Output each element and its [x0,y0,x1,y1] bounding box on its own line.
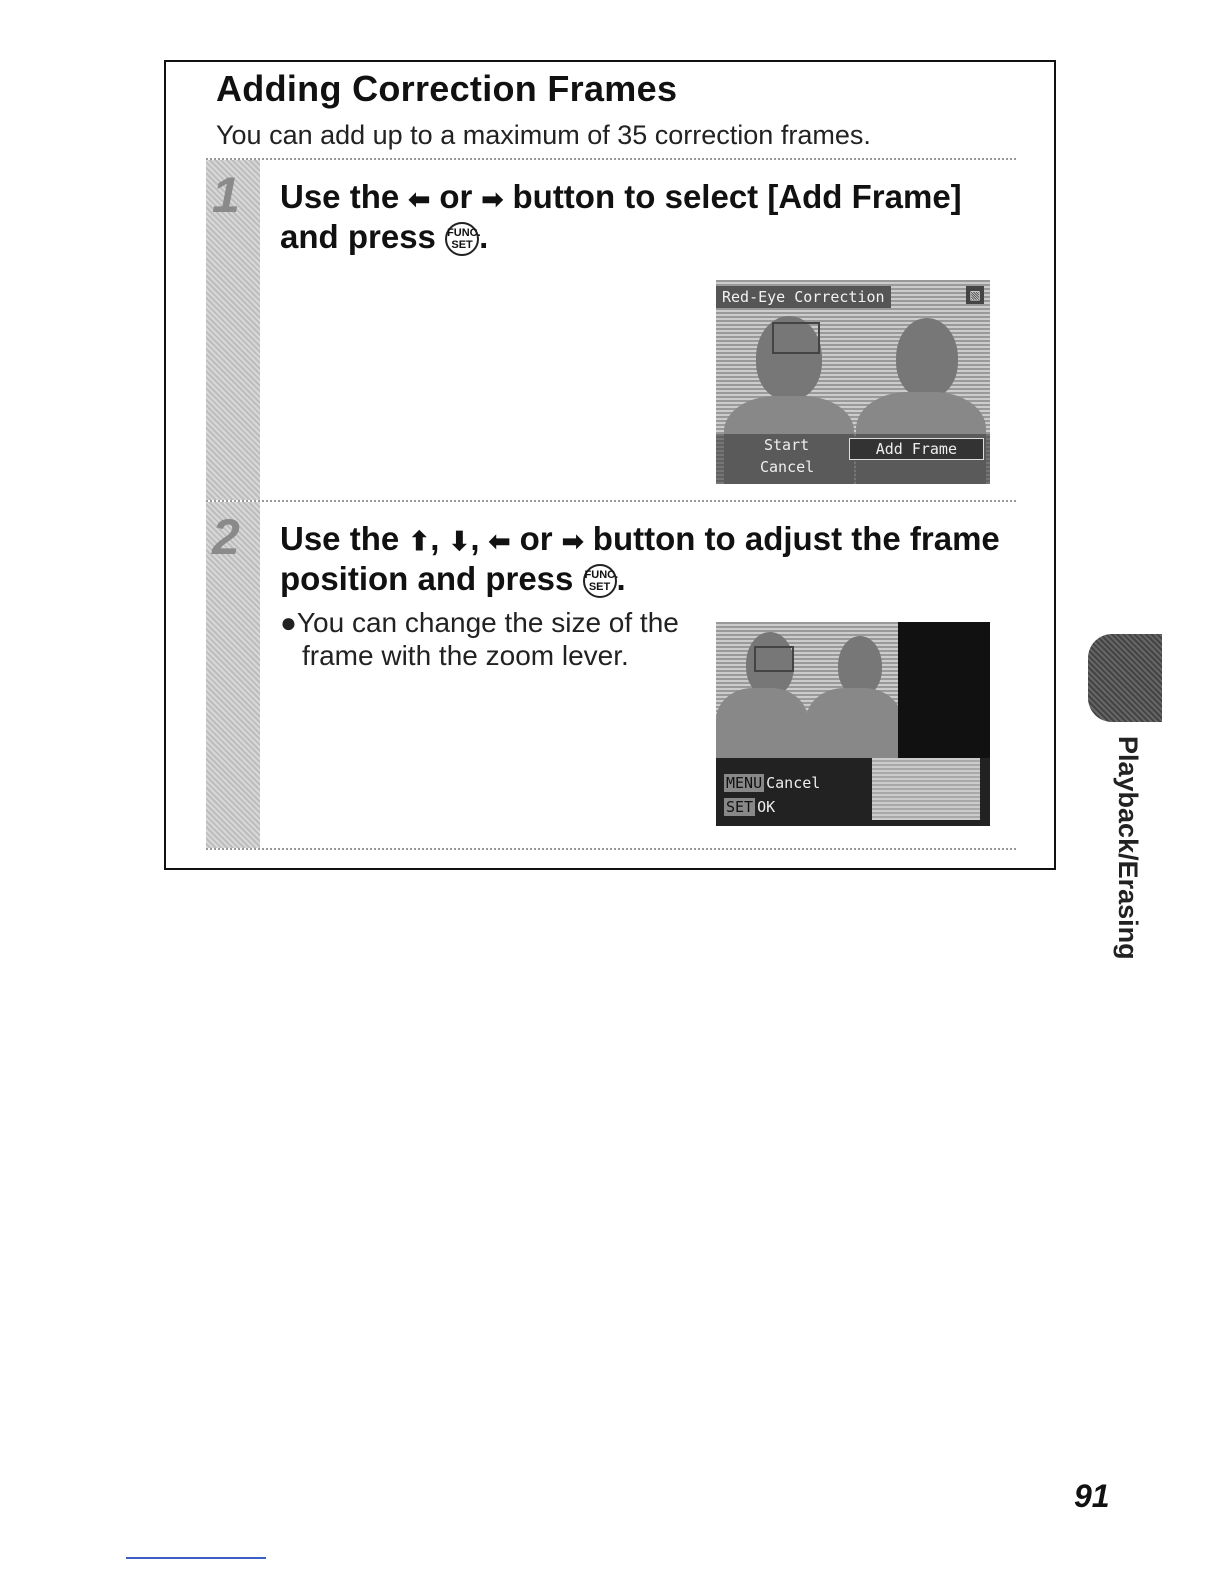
step-instruction: Use the ⬅︎ or ➡︎ button to select [Add Frame] and press FUNC. SET . [280,178,962,255]
correction-frame [754,646,794,672]
person-body [716,688,808,768]
lcd-title: Red-Eye Correction [716,286,891,308]
step-instruction: Use the ⬆︎, ⬇︎, ⬅︎ or ➡︎ button to adjust the frame position and press FUNC. SET . [280,520,1000,597]
section-title: Adding Correction Frames [216,68,678,109]
step-bar [206,502,260,848]
down-arrow-icon: ⬇︎ [448,526,471,556]
zoom-side-panel [898,622,990,758]
bullet-note: ●You can change the size of the frame with the zoom lever. [280,607,679,671]
step-bar [206,160,260,500]
func-set-button-icon: FUNC. SET [445,222,479,256]
menu-option-start: Start [764,436,810,454]
person-head [838,636,882,696]
protect-icon: ▧ [966,286,984,304]
step-number: 1 [212,167,240,223]
footer-rule [126,1557,266,1559]
right-arrow-icon: ➡︎ [561,526,584,556]
lcd-lower-panel [716,758,990,826]
chapter-tab [1088,634,1162,722]
left-arrow-icon: ⬅︎ [408,184,431,214]
camera-lcd-screenshot [716,280,990,484]
camera-lcd-screenshot [716,622,990,826]
menu-cancel-label: MENU Cancel [726,774,821,792]
right-arrow-icon: ➡︎ [481,184,504,214]
step-2 [206,500,1016,850]
chapter-label: Playback/Erasing [1113,736,1143,960]
person-body [806,688,902,768]
intro-text: You can add up to a maximum of 35 correction frames. [216,120,871,150]
left-arrow-icon: ⬅︎ [488,526,511,556]
zoomed-face-preview [872,758,980,820]
menu-option-add-frame: Add Frame [849,438,984,460]
up-arrow-icon: ⬆︎ [408,526,431,556]
page-number: 91 [1074,1478,1110,1514]
step-number: 2 [212,509,240,565]
set-ok-label: SET OK [726,798,776,816]
menu-option-cancel: Cancel [760,458,815,476]
correction-frame [772,322,820,354]
step-1 [206,158,1016,502]
person-head [896,318,958,398]
lcd-menu [716,434,990,484]
func-set-button-icon: FUNC. SET [583,564,617,598]
